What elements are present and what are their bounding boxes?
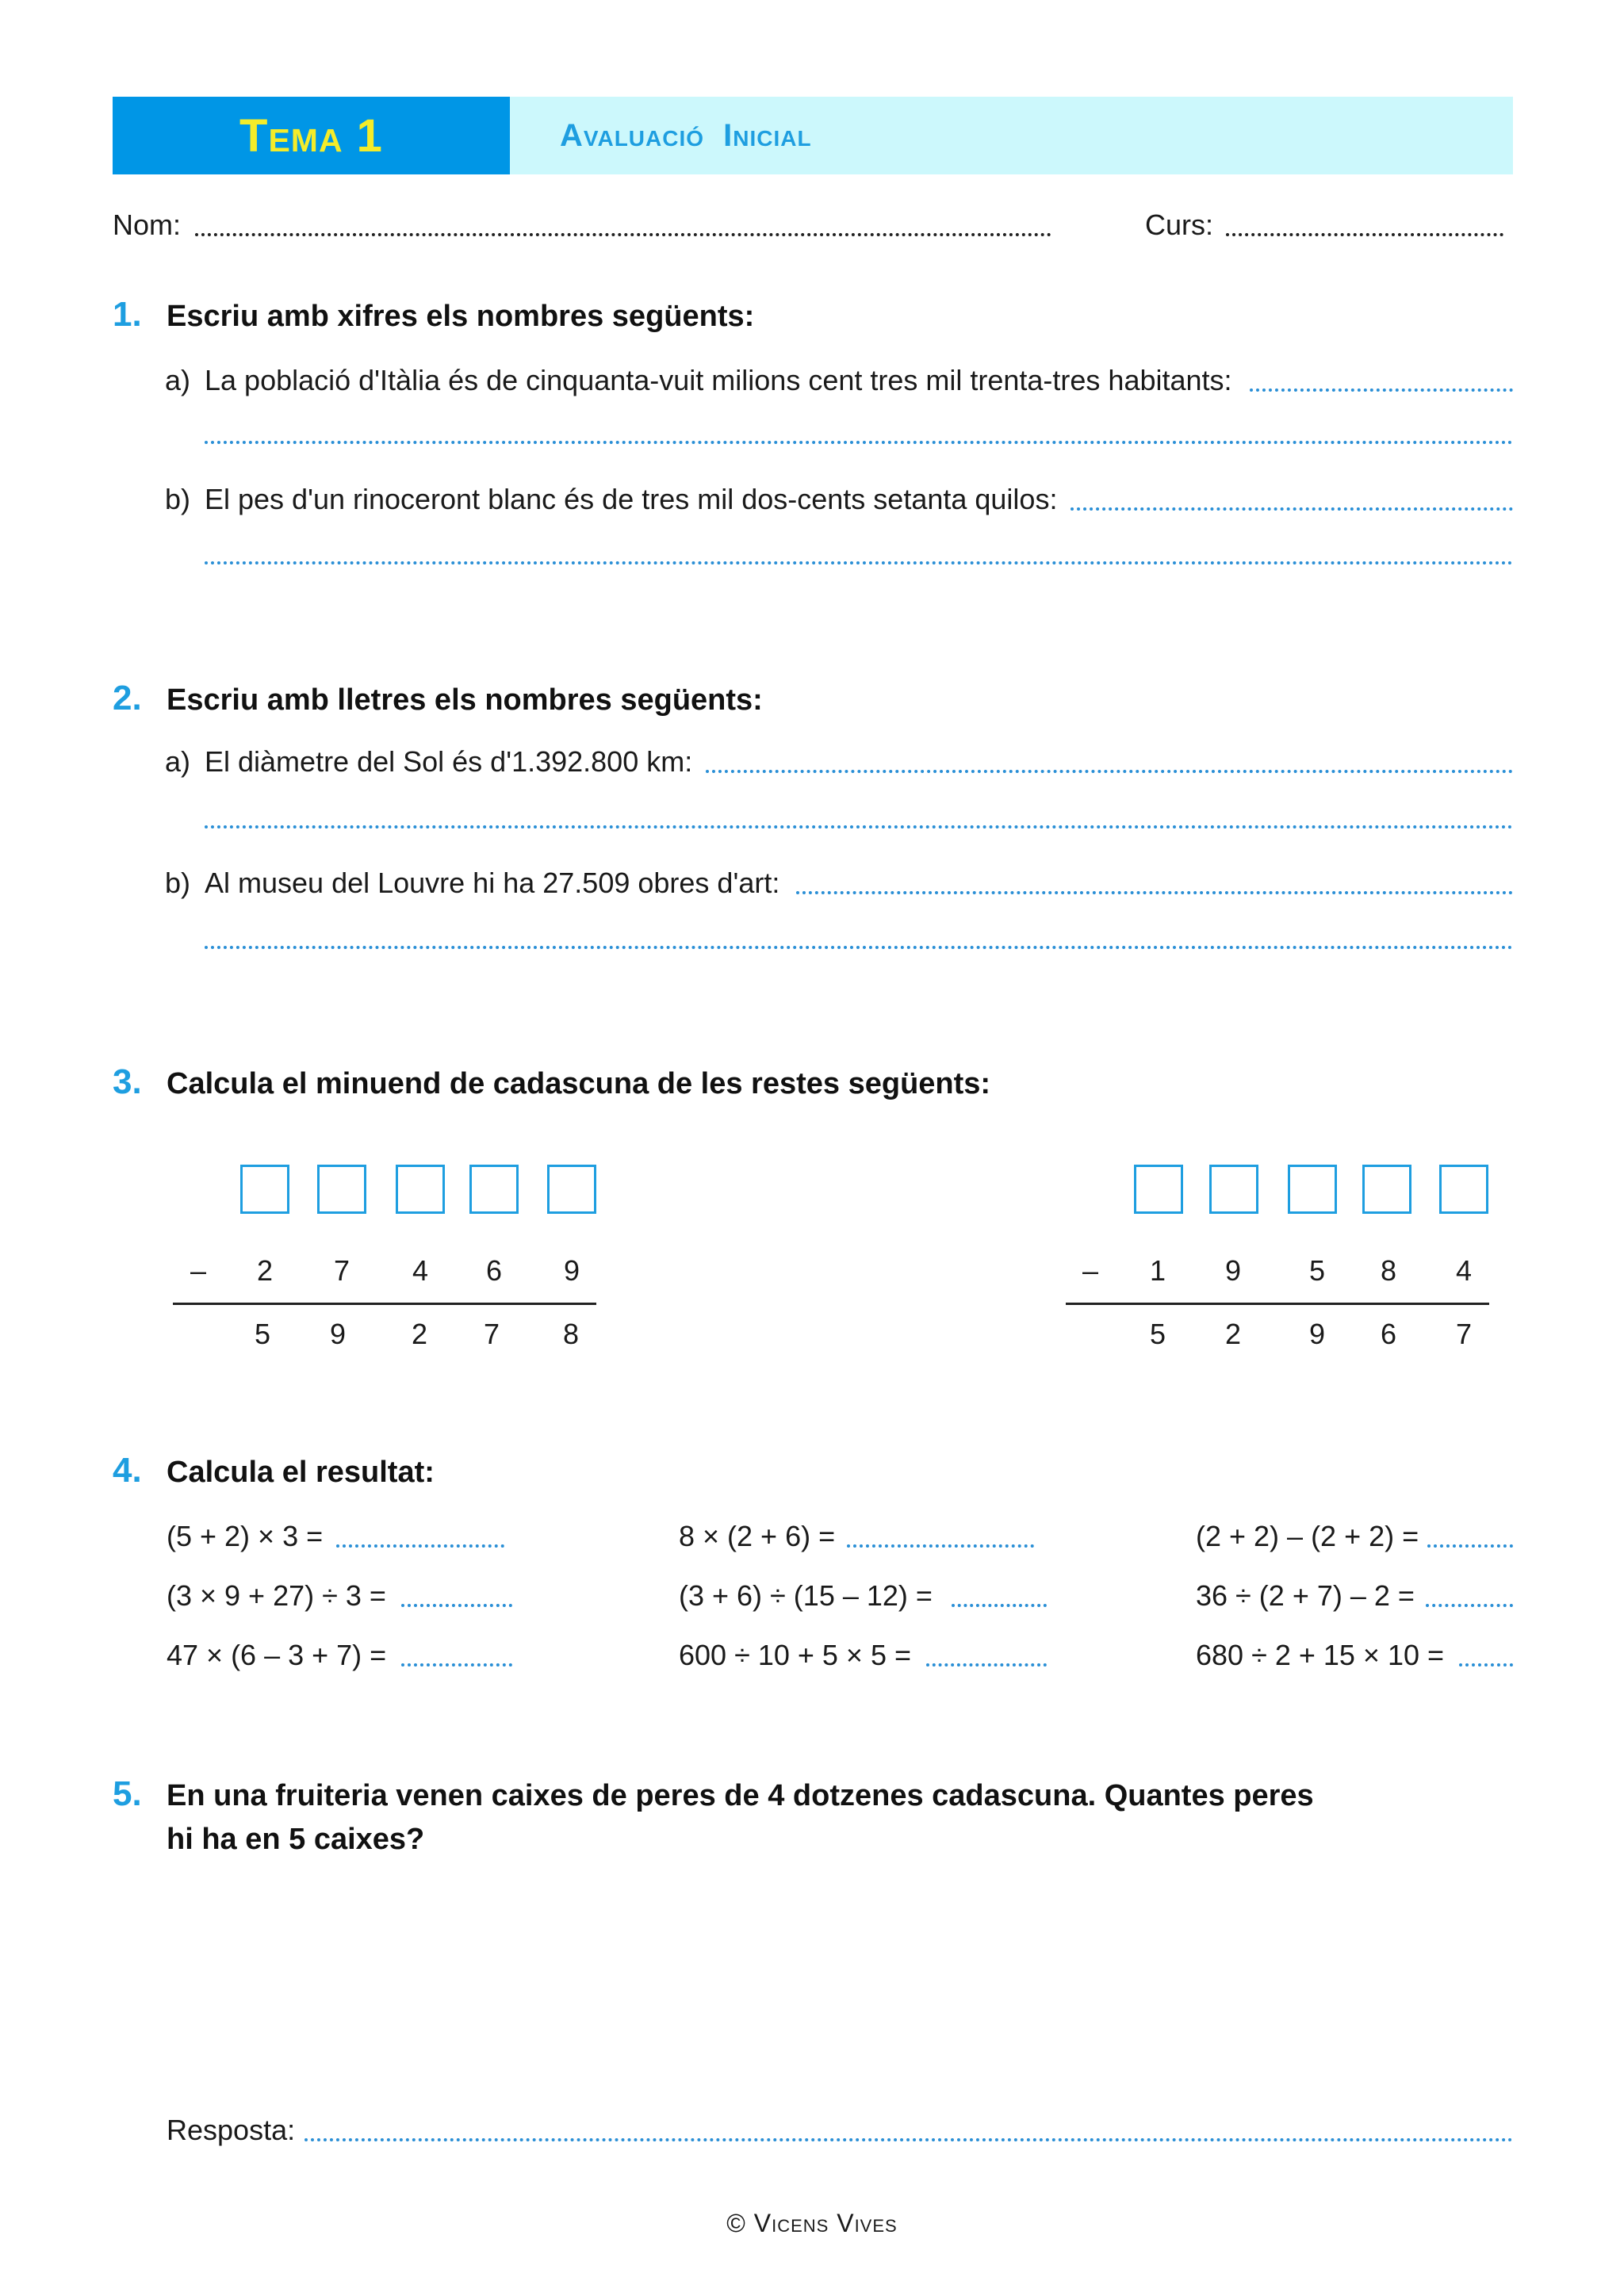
expression-answer-line[interactable] xyxy=(1427,1544,1513,1548)
q5-number: 5. xyxy=(113,1774,142,1813)
minuend-digit-box[interactable] xyxy=(1288,1165,1337,1214)
result-digit: 5 xyxy=(254,1318,271,1350)
q1b-answer-line-1[interactable] xyxy=(1071,507,1513,511)
expression-answer-line[interactable] xyxy=(847,1544,1034,1548)
course-label: Curs: xyxy=(1145,209,1214,241)
expression: 47 × (6 – 3 + 7) = xyxy=(167,1639,387,1671)
q1a-answer-line-2[interactable] xyxy=(205,441,1513,444)
subtrahend-digit: 9 xyxy=(1224,1254,1242,1287)
q4-number: 4. xyxy=(113,1451,142,1490)
minuend-digit-box[interactable] xyxy=(240,1165,289,1214)
result-digit: 9 xyxy=(1308,1318,1326,1350)
expression-answer-line[interactable] xyxy=(336,1544,504,1548)
expression: (3 × 9 + 27) ÷ 3 = xyxy=(167,1579,386,1612)
q5-answer-line[interactable] xyxy=(304,2138,1513,2141)
minuend-digit-box[interactable] xyxy=(469,1165,519,1214)
q2b-label: b) xyxy=(165,867,191,899)
minuend-digit-box[interactable] xyxy=(1134,1165,1183,1214)
subtraction-rule xyxy=(173,1303,596,1305)
result-digit: 9 xyxy=(329,1318,347,1350)
answer-label: Resposta: xyxy=(167,2114,296,2146)
footer xyxy=(0,2209,1624,2238)
result-digit: 5 xyxy=(1149,1318,1166,1350)
header-title-band xyxy=(113,97,510,174)
expression: (2 + 2) – (2 + 2) = xyxy=(1196,1520,1419,1552)
q3-number: 3. xyxy=(113,1062,142,1101)
q2a-text: El diàmetre del Sol és d'1.392.800 km: xyxy=(205,745,693,778)
q3-title: Calcula el minuend de cadascuna de les restes següents: xyxy=(167,1067,991,1100)
q5-title-line-2: hi ha en 5 caixes? xyxy=(167,1823,425,1856)
expression-answer-line[interactable] xyxy=(401,1663,512,1667)
q2b-answer-line-1[interactable] xyxy=(796,891,1513,894)
expression: (3 + 6) ÷ (15 – 12) = xyxy=(679,1579,933,1612)
q5-title-line-1: En una fruiteria venen caixes de peres de 4 dotzenes cadascuna. Quantes peres xyxy=(167,1779,1314,1812)
subtrahend-digit: 4 xyxy=(1455,1254,1473,1287)
minuend-digit-box[interactable] xyxy=(1439,1165,1488,1214)
q1a-answer-line-1[interactable] xyxy=(1250,388,1513,392)
subtrahend-digit: 6 xyxy=(485,1254,503,1287)
q1b-label: b) xyxy=(165,483,191,515)
header-subtitle-band xyxy=(510,97,1513,174)
expression: 8 × (2 + 6) = xyxy=(679,1520,836,1552)
worksheet-title: Tema 1 xyxy=(239,109,383,162)
minuend-digit-box[interactable] xyxy=(1362,1165,1411,1214)
subtrahend-digit: 1 xyxy=(1149,1254,1166,1287)
subtrahend-digit: 5 xyxy=(1308,1254,1326,1287)
q2a-label: a) xyxy=(165,745,191,778)
name-label: Nom: xyxy=(113,209,182,241)
q4-title: Calcula el resultat: xyxy=(167,1456,435,1489)
expression: 36 ÷ (2 + 7) – 2 = xyxy=(1196,1579,1415,1612)
minuend-digit-box[interactable] xyxy=(547,1165,596,1214)
q1a-text: La població d'Itàlia és de cinquanta-vuit milions cent tres mil trenta-tres habitants: xyxy=(205,364,1232,396)
q2a-answer-line-1[interactable] xyxy=(706,770,1513,773)
result-digit: 2 xyxy=(1224,1318,1242,1350)
subtrahend-digit: 2 xyxy=(256,1254,274,1287)
minuend-digit-box[interactable] xyxy=(396,1165,445,1214)
minus-sign: – xyxy=(190,1254,207,1287)
subtrahend-digit: 7 xyxy=(333,1254,350,1287)
expression: (5 + 2) × 3 = xyxy=(167,1520,324,1552)
expression: 600 ÷ 10 + 5 × 5 = xyxy=(679,1639,911,1671)
subtrahend-digit: 4 xyxy=(412,1254,429,1287)
expression-answer-line[interactable] xyxy=(926,1663,1047,1667)
q1b-answer-line-2[interactable] xyxy=(205,561,1513,564)
subtrahend-digit: 8 xyxy=(1380,1254,1397,1287)
minus-sign: – xyxy=(1082,1254,1099,1287)
result-digit: 8 xyxy=(562,1318,580,1350)
worksheet-subtitle: Avaluació Inicial xyxy=(560,117,812,153)
minuend-digit-box[interactable] xyxy=(317,1165,366,1214)
expression-answer-line[interactable] xyxy=(401,1604,512,1607)
q2b-text: Al museu del Louvre hi ha 27.509 obres d'art: xyxy=(205,867,780,899)
name-answer-line[interactable] xyxy=(195,233,1051,236)
q2-number: 2. xyxy=(113,679,142,718)
expression-answer-line[interactable] xyxy=(1426,1604,1513,1607)
q2b-answer-line-2[interactable] xyxy=(205,946,1513,949)
result-digit: 2 xyxy=(411,1318,428,1350)
copyright-text: © Vicens Vives xyxy=(726,2209,898,2237)
course-answer-line[interactable] xyxy=(1226,233,1503,236)
q2a-answer-line-2[interactable] xyxy=(205,825,1513,828)
q1b-text: El pes d'un rinoceront blanc és de tres mil dos-cents setanta quilos: xyxy=(205,483,1058,515)
q1-number: 1. xyxy=(113,295,142,334)
expression: 680 ÷ 2 + 15 × 10 = xyxy=(1196,1639,1445,1671)
q1a-label: a) xyxy=(165,364,191,396)
expression-answer-line[interactable] xyxy=(952,1604,1047,1607)
result-digit: 7 xyxy=(483,1318,500,1350)
result-digit: 6 xyxy=(1380,1318,1397,1350)
expression-answer-line[interactable] xyxy=(1459,1663,1513,1667)
minuend-digit-box[interactable] xyxy=(1209,1165,1258,1214)
subtrahend-digit: 9 xyxy=(563,1254,580,1287)
result-digit: 7 xyxy=(1455,1318,1473,1350)
subtraction-rule xyxy=(1066,1303,1489,1305)
q2-title: Escriu amb lletres els nombres següents: xyxy=(167,683,763,717)
q1-title: Escriu amb xifres els nombres següents: xyxy=(167,300,755,333)
